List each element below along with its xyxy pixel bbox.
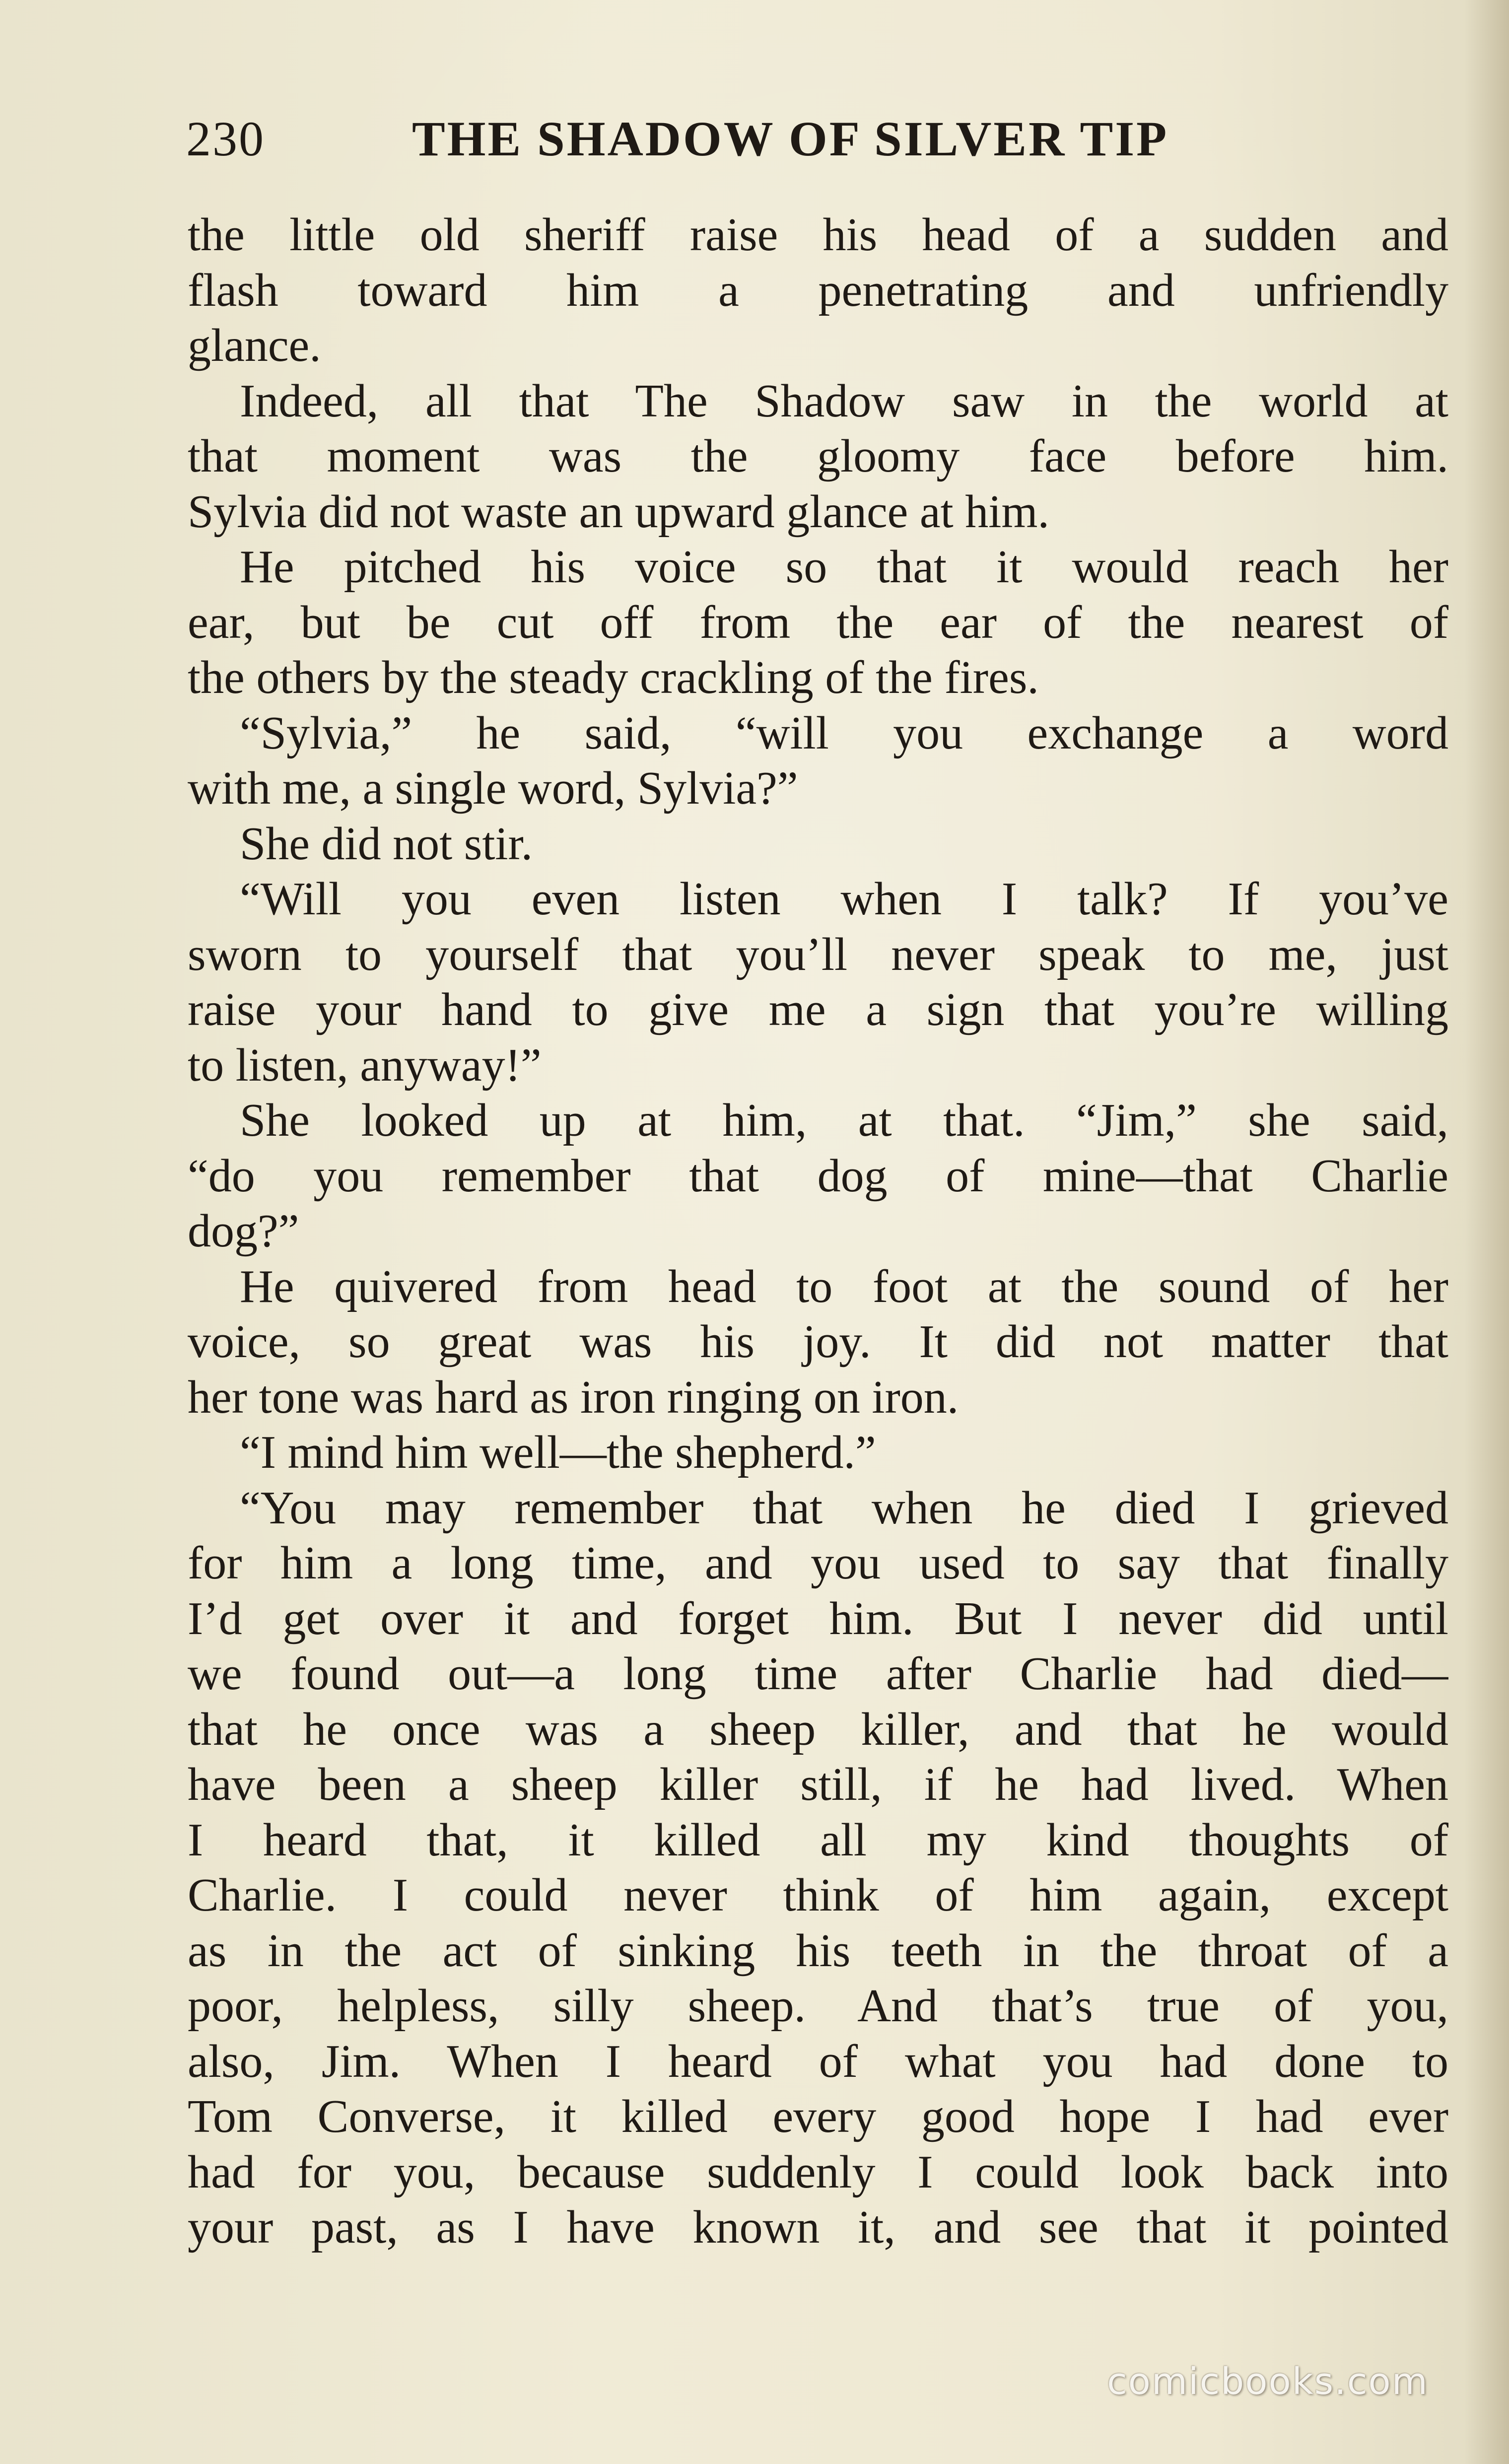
text-line: for him a long time, and you used to say that finally bbox=[188, 1537, 1448, 1589]
text-line: I’d get over it and forget him. But I never did until bbox=[188, 1592, 1448, 1644]
text-line: poor, helpless, silly sheep. And that’s true of you, bbox=[188, 1980, 1448, 2032]
text-line: have been a sheep killer still, if he had lived. When bbox=[188, 1759, 1448, 1810]
text-line: She looked up at him, at that. “Jim,” she said, bbox=[240, 1095, 1448, 1146]
page-header bbox=[186, 104, 1447, 174]
text-line: her tone was hard as iron ringing on iron. bbox=[188, 1371, 959, 1423]
page-edge-shadow bbox=[1464, 0, 1509, 2464]
text-line: flash toward him a penetrating and unfriendly bbox=[188, 264, 1448, 316]
text-line: I heard that, it killed all my kind thoughts of bbox=[188, 1814, 1448, 1866]
text-line: ear, but be cut off from the ear of the nearest of bbox=[188, 596, 1448, 648]
page-number: 230 bbox=[186, 111, 265, 166]
text-line: to listen, anyway!” bbox=[188, 1039, 542, 1091]
text-line: Sylvia did not waste an upward glance at him. bbox=[188, 485, 1049, 538]
text-line: the little old sheriff raise his head of a sudden and bbox=[188, 209, 1448, 261]
text-line: dog?” bbox=[188, 1205, 299, 1257]
text-line: He quivered from head to foot at the sound of her bbox=[240, 1260, 1448, 1312]
watermark: comicbooks.com bbox=[1107, 2360, 1429, 2403]
text-line: as in the act of sinking his teeth in the throat of a bbox=[188, 1924, 1448, 1977]
text-line: had for you, because suddenly I could look back into bbox=[188, 2146, 1448, 2198]
text-line: sworn to yourself that you’ll never speak to me, just bbox=[188, 928, 1448, 980]
text-line: also, Jim. When I heard of what you had done to bbox=[188, 2035, 1448, 2087]
text-line: that moment was the gloomy face before him. bbox=[188, 430, 1448, 482]
text-line: “Will you even listen when I talk? If you’ve bbox=[240, 873, 1448, 925]
text-line: we found out—a long time after Charlie had died— bbox=[188, 1648, 1448, 1700]
text-line: “You may remember that when he died I grieved bbox=[240, 1482, 1448, 1534]
body-text bbox=[188, 207, 1448, 2256]
text-line: with me, a single word, Sylvia?” bbox=[188, 762, 798, 814]
text-line: that he once was a sheep killer, and that he would bbox=[188, 1703, 1448, 1755]
text-line: the others by the steady crackling of the fires. bbox=[188, 652, 1039, 703]
text-line: Charlie. I could never think of him again, except bbox=[188, 1869, 1448, 1921]
text-line: “do you remember that dog of mine—that Charlie bbox=[188, 1150, 1448, 1202]
text-line: She did not stir. bbox=[240, 818, 533, 870]
text-line: Tom Converse, it killed every good hope I had ever bbox=[188, 2091, 1448, 2142]
text-line: your past, as I have known it, and see that it pointed bbox=[188, 2201, 1448, 2253]
text-line: raise your hand to give me a sign that you’re willing bbox=[188, 984, 1448, 1035]
text-line: Indeed, all that The Shadow saw in the world at bbox=[240, 375, 1448, 427]
running-title: THE SHADOW OF SILVER TIP bbox=[412, 111, 1169, 166]
text-line: voice, so great was his joy. It did not matter that bbox=[188, 1316, 1448, 1368]
text-line: “I mind him well—the shepherd.” bbox=[240, 1427, 876, 1478]
text-line: glance. bbox=[188, 320, 321, 371]
text-line: He pitched his voice so that it would reach her bbox=[240, 541, 1448, 593]
text-line: “Sylvia,” he said, “will you exchange a word bbox=[240, 707, 1448, 759]
